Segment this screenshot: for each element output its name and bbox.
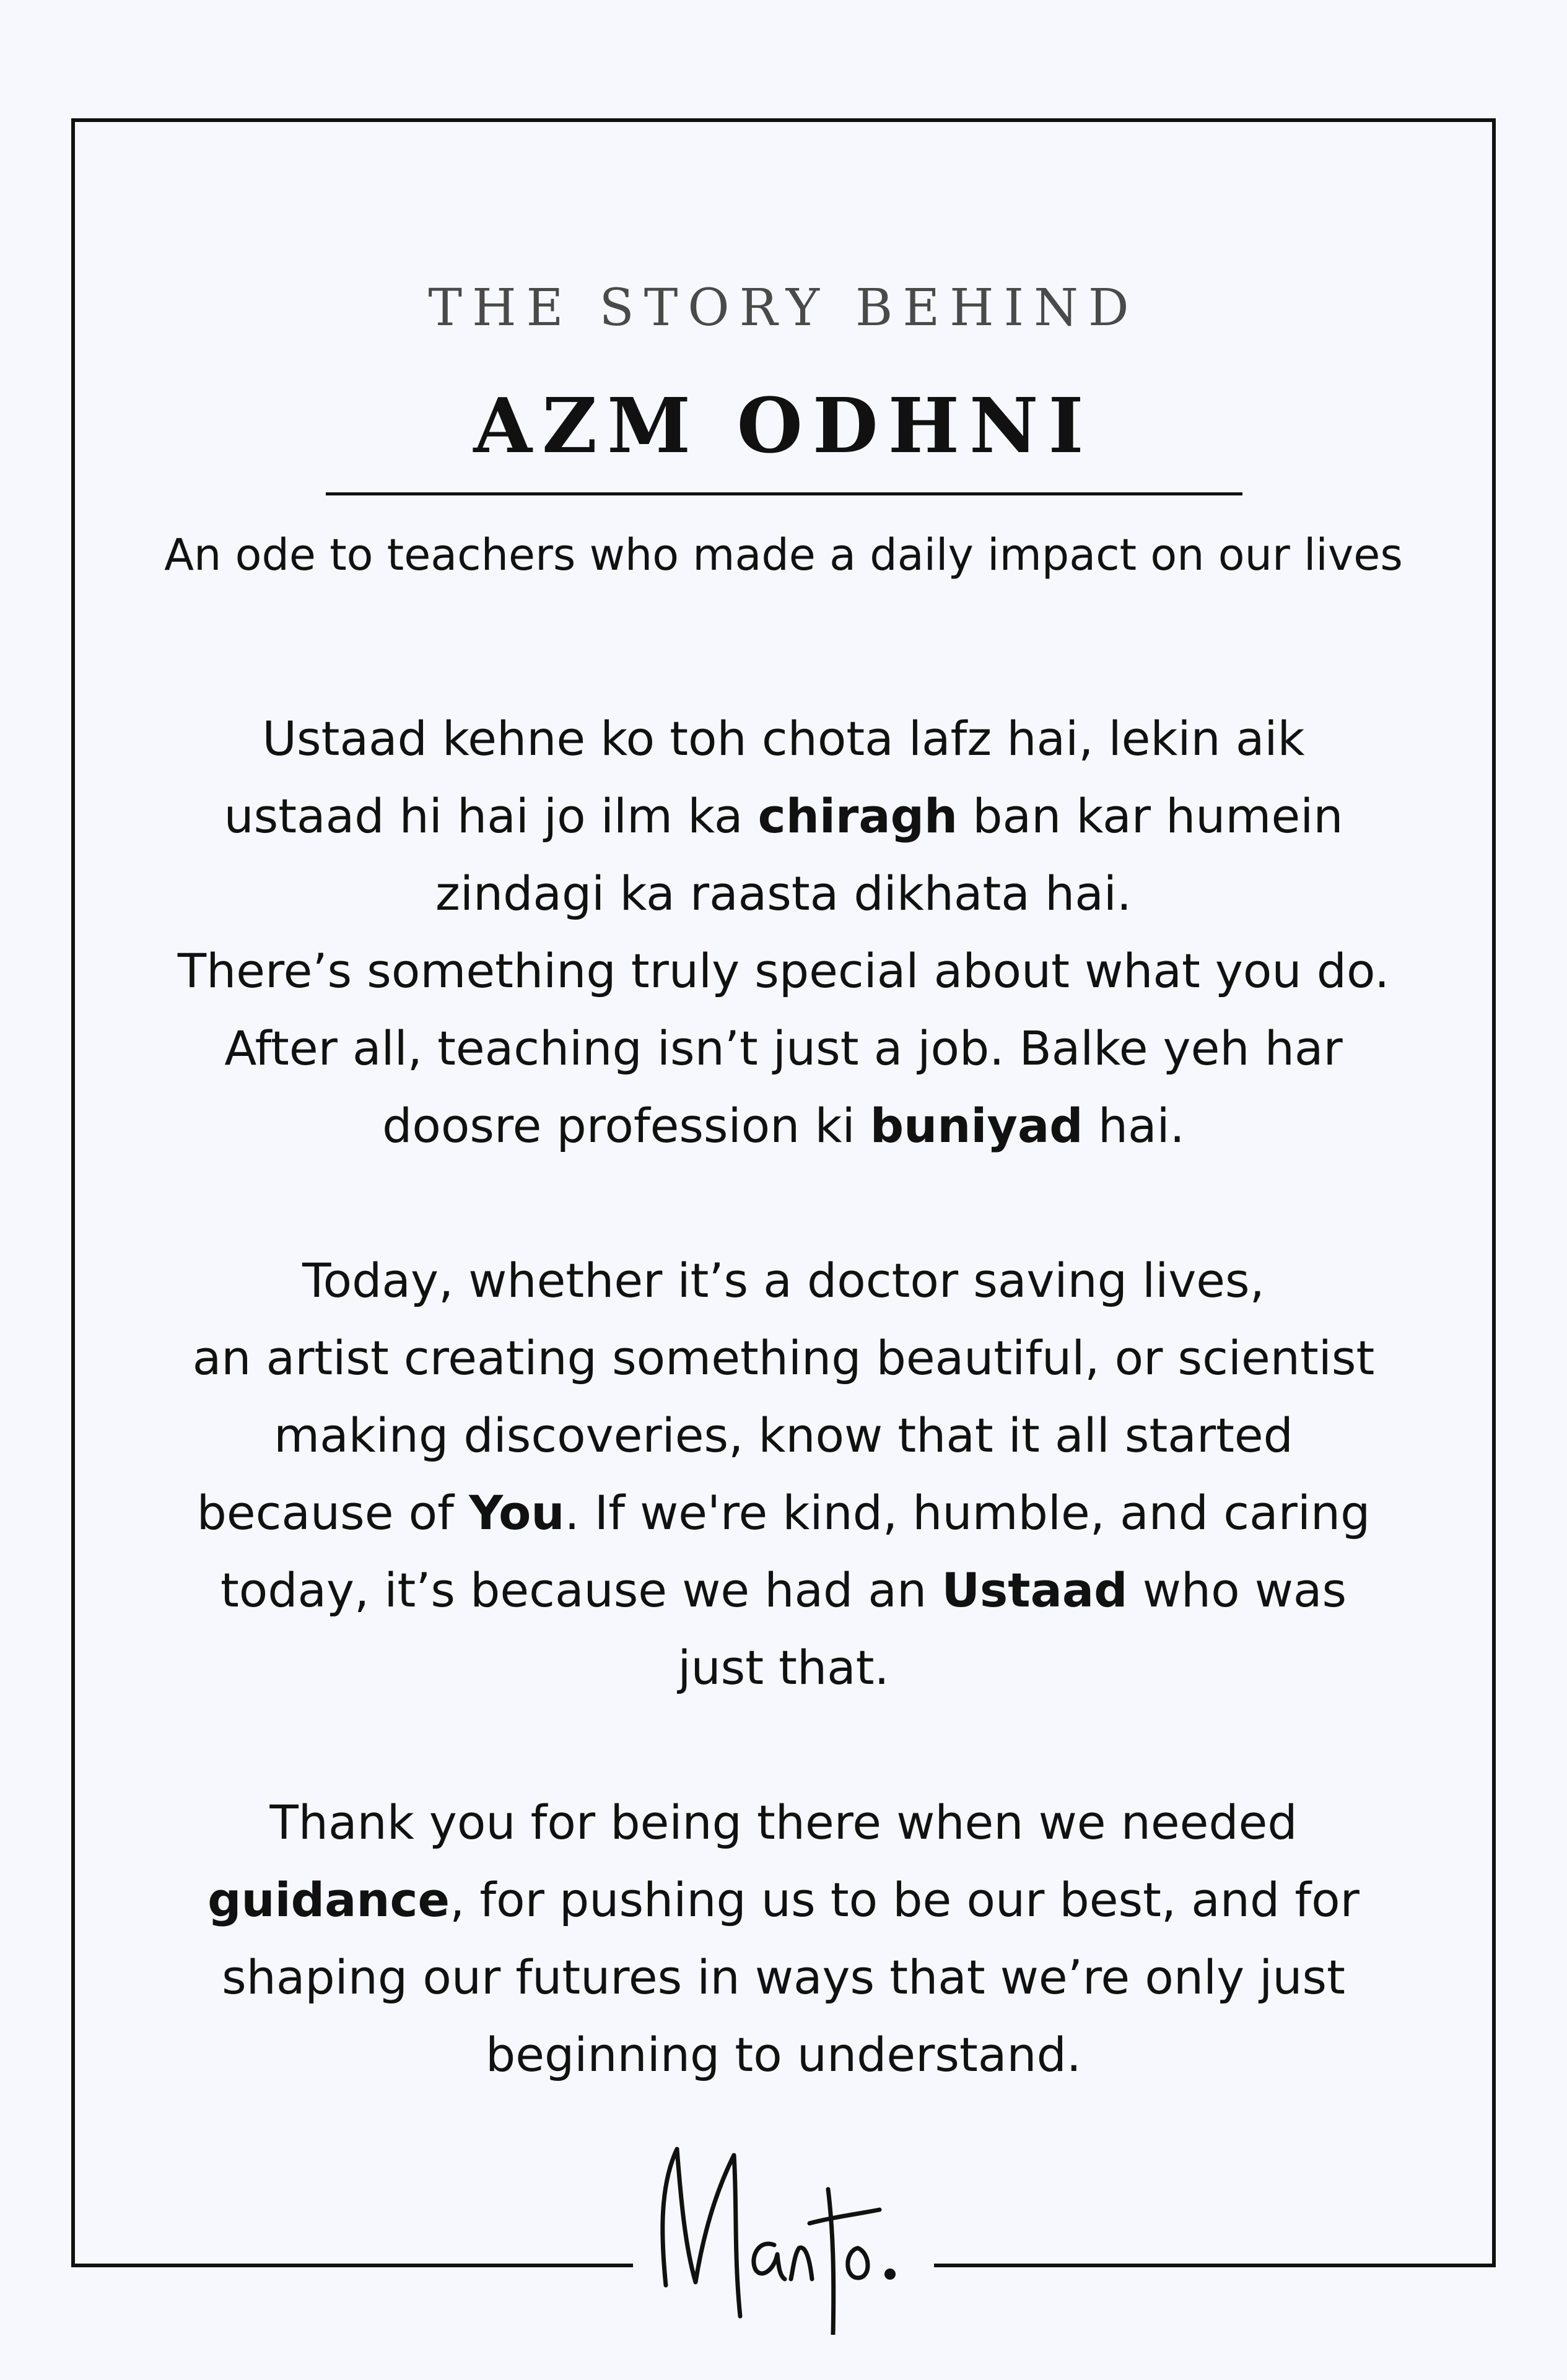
p2-line-3: making discoveries, know that it all started [274, 1408, 1293, 1463]
p1-line-3: zindagi ka raasta dikhata hai. [435, 866, 1132, 921]
p1-line-1: Ustaad kehne ko toh chota lafz hai, lekin aik [262, 711, 1305, 766]
p2-line-4-end: . If we're kind, humble, and caring [564, 1485, 1371, 1540]
p1-line-5: After all, teaching isn’t just a job. Balke yeh har [224, 1021, 1343, 1076]
p1-line-6 [142, 1087, 1425, 1164]
frame-bottom-border-right [934, 2264, 1496, 2267]
p1-line-2-end: ban kar humein [958, 788, 1343, 843]
frame-top-border [71, 118, 1496, 122]
p2-line-6: just that. [678, 1640, 889, 1695]
paragraph-gap [142, 1164, 1425, 1242]
p2-line-1: Today, whether it’s a doctor saving lives, [302, 1253, 1265, 1308]
p2-line-4 [142, 1474, 1425, 1551]
p1-line-6-start: doosre profession ki [382, 1098, 870, 1153]
p2-line-5-end: who was [1127, 1563, 1347, 1618]
bold-word-guidance: guidance [207, 1872, 450, 1927]
page-title: AZM ODHNI [473, 381, 1094, 470]
p3-line-2 [142, 1861, 1425, 1938]
p3-line-4: beginning to understand. [486, 2027, 1081, 2082]
p2-line-5 [142, 1551, 1425, 1629]
manto-signature-icon [647, 2130, 920, 2335]
p1-line-4: There’s something truly special about what you do. [177, 943, 1390, 998]
kicker-heading: THE STORY BEHIND [428, 279, 1139, 338]
paragraph-gap [142, 1706, 1425, 1784]
frame-bottom-border-left [71, 2264, 633, 2267]
p2-line-4-start: because of [196, 1485, 469, 1540]
p1-line-2 [142, 777, 1425, 855]
p3-line-2-end: , for pushing us to be our best, and for [450, 1872, 1360, 1927]
bold-word-ustaad: Ustaad [941, 1563, 1128, 1618]
bold-word-you: You [469, 1485, 565, 1540]
p3-line-3: shaping our futures in ways that we’re only just [222, 1950, 1345, 2005]
bold-word-buniyad: buniyad [870, 1098, 1083, 1153]
title-divider [326, 492, 1242, 495]
p3-line-1: Thank you for being there when we needed [269, 1795, 1298, 1850]
bold-word-chiragh: chiragh [757, 788, 958, 843]
p2-line-5-start: today, it’s because we had an [220, 1563, 942, 1618]
p2-line-2: an artist creating something beautiful, or scientist [192, 1330, 1375, 1385]
story-body [142, 700, 1425, 2093]
p1-line-2-start: ustaad hi hai jo ilm ka [224, 788, 758, 843]
subtitle: An ode to teachers who made a daily impact on our lives [164, 530, 1403, 580]
p1-line-6-end: hai. [1083, 1098, 1185, 1153]
